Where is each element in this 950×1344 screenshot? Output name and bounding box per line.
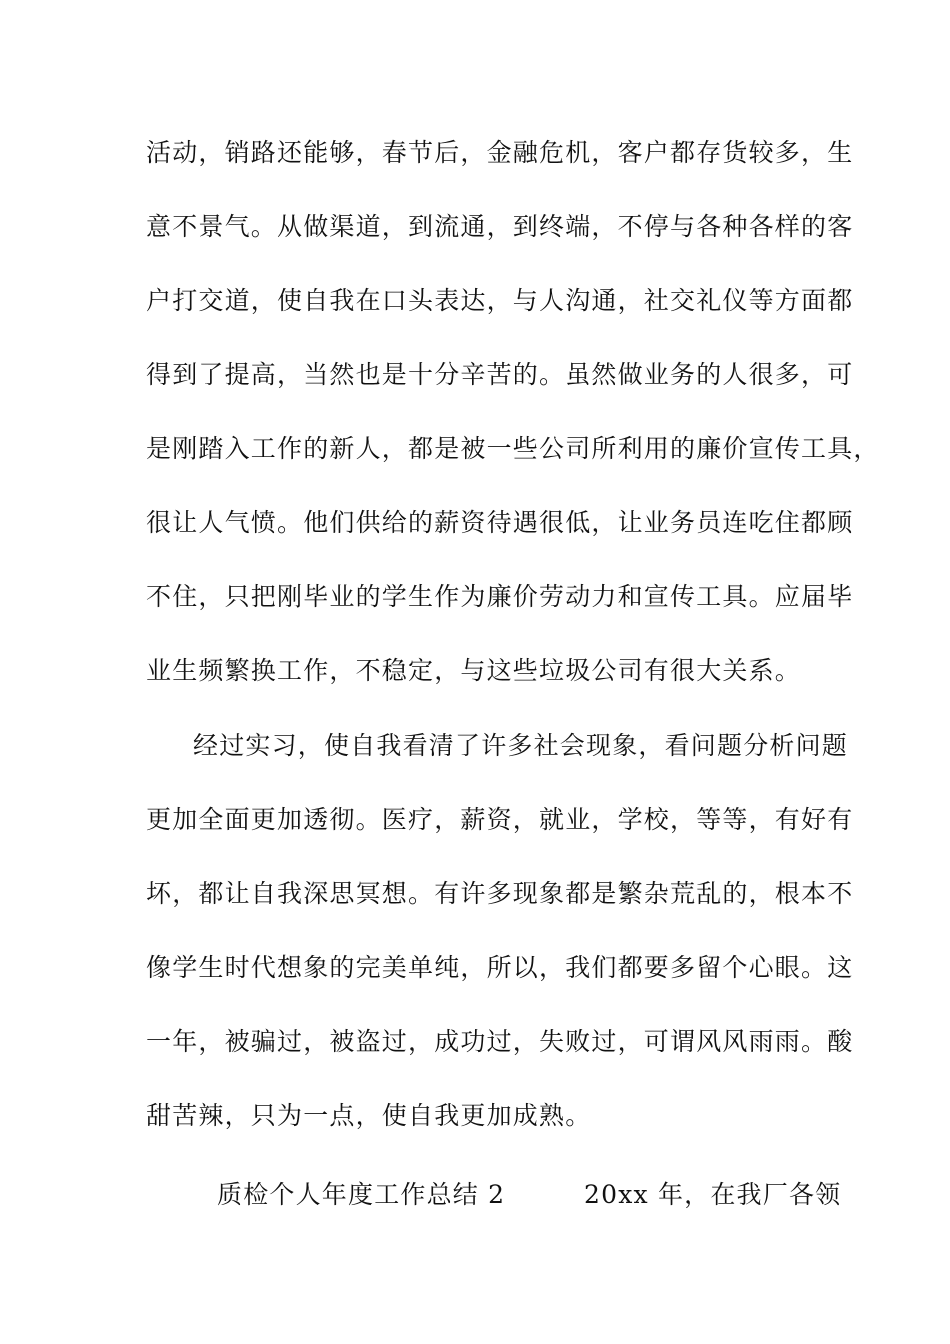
paragraph-1-line-7: 不住，只把刚毕业的学生作为廉价劳动力和宣传工具。应届毕: [146, 582, 854, 611]
paragraph-2-line-3: 坏，都让自我深思冥想。有许多现象都是繁杂荒乱的，根本不: [146, 879, 854, 908]
section-title: 质检个人年度工作总结 2: [217, 1180, 506, 1209]
paragraph-1-line-1: 活动，销路还能够，春节后，金融危机，客户都存货较多，生: [146, 138, 854, 167]
paragraph-1-line-3: 户打交道，使自我在口头表达，与人沟通，社交礼仪等方面都: [146, 286, 854, 315]
paragraph-2-line-5: 一年，被骗过，被盗过，成功过，失败过，可谓风风雨雨。酸: [146, 1027, 854, 1056]
paragraph-1-line-2: 意不景气。从做渠道，到流通，到终端，不停与各种各样的客: [146, 212, 854, 241]
paragraph-2-line-2: 更加全面更加透彻。医疗，薪资，就业，学校，等等，有好有: [146, 805, 854, 834]
paragraph-1-line-8: 业生频繁换工作，不稳定，与这些垃圾公司有很大关系。: [146, 656, 802, 685]
paragraph-1-line-4: 得到了提高，当然也是十分辛苦的。虽然做业务的人很多，可: [146, 360, 854, 389]
paragraph-2-line-6: 甜苦辣，只为一点，使自我更加成熟。: [146, 1101, 592, 1130]
paragraph-2-line-1: 经过实习，使自我看清了许多社会现象，看问题分析问题: [193, 731, 849, 760]
paragraph-1-line-5: 是刚踏入工作的新人，都是被一些公司所利用的廉价宣传工具，: [146, 434, 880, 463]
section-start-text: 20xx 年，在我厂各领: [584, 1180, 842, 1209]
paragraph-2-line-4: 像学生时代想象的完美单纯，所以，我们都要多留个心眼。这: [146, 953, 854, 982]
paragraph-1-line-6: 很让人气愤。他们供给的薪资待遇很低，让业务员连吃住都顾: [146, 508, 854, 537]
